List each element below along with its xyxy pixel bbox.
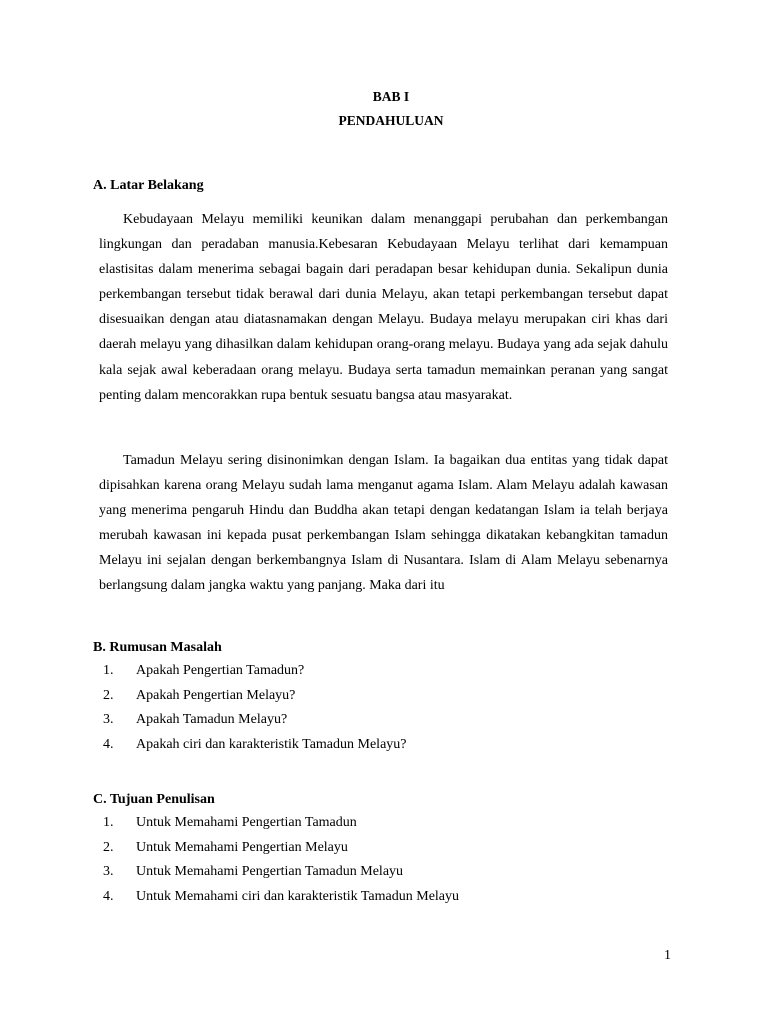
list-item — [103, 839, 459, 864]
list-item-number: 3. — [103, 864, 114, 879]
list-item — [103, 863, 459, 888]
list-item-text: Apakah ciri dan karakteristik Tamadun Melayu? — [136, 736, 407, 752]
list-item — [103, 888, 459, 913]
list-item-number: 2. — [103, 687, 114, 703]
list-item-number: 4. — [103, 736, 114, 752]
chapter-title: PENDAHULUAN — [338, 113, 444, 128]
list-item — [103, 814, 459, 839]
list-item-text: Apakah Pengertian Tamadun? — [136, 663, 305, 678]
list-item — [103, 736, 407, 761]
list-item-number: 3. — [103, 712, 114, 727]
list-item-text: Untuk Memahami Pengertian Melayu — [136, 839, 348, 855]
section-heading-latar-belakang: A. Latar Belakang — [93, 178, 204, 193]
list-item-text: Apakah Tamadun Melayu? — [136, 712, 288, 727]
tujuan-penulisan-list — [103, 814, 459, 912]
list-item — [103, 687, 407, 712]
list-item — [103, 711, 407, 736]
list-item-number: 1. — [103, 815, 114, 830]
list-item-text: Untuk Memahami Pengertian Tamadun Melayu — [136, 864, 404, 879]
page-number: 1 — [664, 948, 671, 963]
paragraph: Kebudayaan Melayu memiliki keunikan dalam menanggapi perubahan dan perkembangan lingkungan dan peradaban manusia.Kebesaran Kebudayaan Melayu terlihat dari kemampuan elastisitas dalam menerima sebagai bagain dari peradapan besar kehidupan dunia. Sekalipun dunia perkembangan tersebut tidak berawal dari dunia Melayu, akan tetapi perkembangan tersebut dapat disesuaikan dengan atau diatasnamakan dengan Melayu. Budaya melayu merupakan ciri khas dari daerah melayu yang dihasilkan dalam kehidupan orang-orang melayu. Budaya yang ada sejak dahulu kala sejak awal keberadaan orang melayu. Budaya serta tamadun memainkan peranan yang sangat penting dalam mencorakkan rupa bentuk sesuatu bangsa atau masyarakat. — [99, 212, 668, 403]
section-heading-rumusan-masalah: B. Rumusan Masalah — [93, 640, 222, 655]
list-item-number: 2. — [103, 839, 114, 855]
list-item — [103, 662, 407, 687]
list-item-number: 1. — [103, 663, 114, 678]
list-item-text: Untuk Memahami Pengertian Tamadun — [136, 815, 357, 830]
list-item-text: Untuk Memahami ciri dan karakteristik Tamadun Melayu — [136, 888, 460, 904]
section-heading-tujuan-penulisan: C. Tujuan Penulisan — [93, 792, 215, 807]
rumusan-masalah-list — [103, 662, 407, 760]
paragraph: Tamadun Melayu sering disinonimkan dengan Islam. Ia bagaikan dua entitas yang tidak dapat dipisahkan karena orang Melayu sudah lama menganut agama Islam. Alam Melayu adalah kawasan yang menerima pengaruh Hindu dan Buddha akan tetapi dengan kedatangan Islam ia telah berjaya merubah kawasan ini kepada pusat perkembangan Islam sehingga dikatakan kebangkitan tamadun Melayu ini sejalan dengan berkembangnya Islam di Nusantara. Islam di Alam Melayu sebenarnya berlangsung dalam jangka waktu yang panjang. Maka dari itu — [99, 453, 668, 594]
chapter-number: BAB I — [372, 89, 410, 104]
list-item-text: Apakah Pengertian Melayu? — [136, 687, 296, 703]
list-item-number: 4. — [103, 888, 114, 904]
